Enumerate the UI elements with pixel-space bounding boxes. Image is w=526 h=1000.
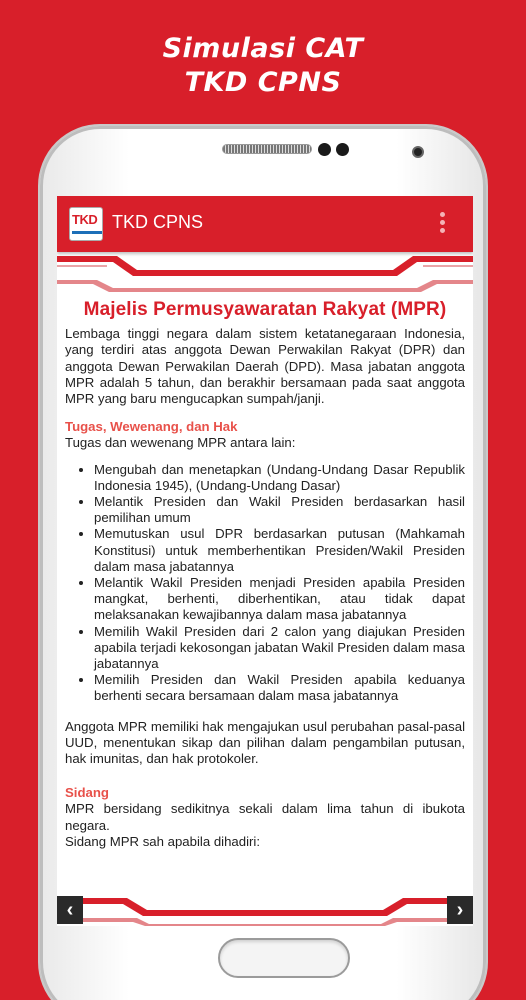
rights-paragraph: Anggota MPR memiliki hak mengajukan usul perubahan pasal-pasal UUD, menentukan sikap dan pilihan dalam pengambilan putusan, hak imunitas, dan hak protokoler.	[65, 718, 465, 767]
promo-title-line1: Simulasi CAT	[162, 33, 364, 64]
list-item: • Memilih Wakil Presiden dari 2 calon yang diajukan Presiden apabila terjadi kekosongan jabatan Wakil Presiden dalam masa jabatannya	[94, 624, 465, 673]
overflow-menu-icon[interactable]	[437, 212, 447, 238]
sensor-dot	[318, 143, 331, 156]
list-item: • Mengubah dan menetapkan (Undang-Undang Dasar Republik Indonesia 1945), (Undang-Undang Dasar)	[94, 462, 465, 494]
sensor-dot	[336, 143, 349, 156]
decorative-banner	[57, 252, 473, 292]
section-heading-session: Sidang	[65, 785, 109, 801]
app-logo-text: TKD	[72, 212, 98, 227]
session-text: MPR bersidang sedikitnya sekali dalam lima tahun di ibukota negara.	[65, 801, 465, 833]
app-bar	[57, 196, 473, 252]
session-quorum-text: Sidang MPR sah apabila dihadiri:	[65, 833, 260, 849]
speaker-grille	[222, 144, 312, 154]
list-item: • Melantik Wakil Presiden menjadi Presiden apabila Presiden mangkat, berhenti, diberhentikan, atau tidak dapat melaksanakan kewajibannya dalam masa jabatannya	[94, 575, 465, 624]
article-content	[57, 296, 473, 896]
article-intro: Lembaga tinggi negara dalam sistem ketatanegaraan Indonesia, yang terdiri atas anggota Dewan Perwakilan Rakyat (DPR) dan anggota Dewan Perwakilan Daerah (DPD). Masa jabatan anggota MPR adalah 5 tahun, dan berakhir bersamaan pada saat anggota MPR yang baru mengucapkan sumpah/janji.	[65, 326, 465, 407]
front-camera-icon	[412, 146, 424, 158]
section-intro: Tugas dan wewenang MPR antara lain:	[65, 435, 296, 451]
list-item: • Memutuskan usul DPR berdasarkan putusan (Mahkamah Konstitusi) untuk memberhentikan Presiden/Wakil Presiden dalam masa jabatannya	[94, 526, 465, 575]
phone-frame	[38, 124, 488, 1000]
bottom-banner-decoration	[57, 896, 473, 926]
duties-list	[65, 462, 465, 705]
promo-title-line2: TKD CPNS	[184, 67, 342, 98]
phone-screen	[57, 196, 473, 926]
list-item: • Memilih Presiden dan Wakil Presiden apabila keduanya berhenti secara bersamaan dalam masa jabatannya	[94, 672, 465, 704]
list-item: • Melantik Presiden dan Wakil Presiden berdasarkan hasil pemilihan umum	[94, 494, 465, 526]
promo-title	[0, 32, 526, 100]
app-title: TKD CPNS	[112, 212, 204, 232]
section-heading-duties: Tugas, Wewenang, dan Hak	[65, 419, 238, 435]
next-page-button[interactable]: ›	[447, 896, 473, 924]
home-button[interactable]	[218, 938, 350, 978]
app-logo	[69, 207, 103, 241]
previous-page-button[interactable]: ‹	[57, 896, 83, 924]
article-title: Majelis Permusyawaratan Rakyat (MPR)	[83, 299, 447, 320]
bottom-nav-bar	[57, 896, 473, 926]
logo-stripe	[72, 231, 102, 234]
